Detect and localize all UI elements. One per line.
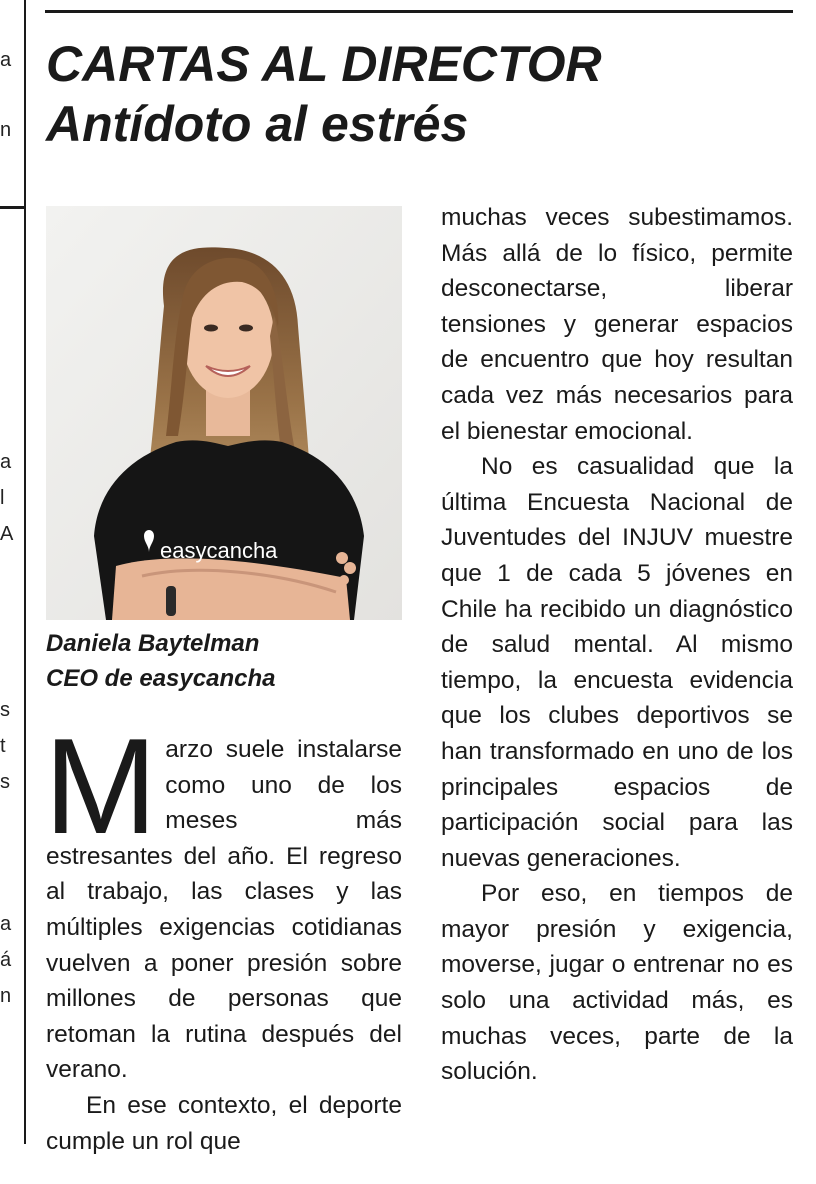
article-column-left [44,710,402,1159]
article-column-right [441,200,793,1090]
article-paragraph [44,710,402,1088]
shirt-brand-text: easycancha [160,538,278,563]
margin-letter: A [0,523,14,545]
margin-letter: á [0,949,12,971]
top-rule [45,10,793,13]
article-paragraph: muchas veces subestimamos. Más allá de lo físico, permite desconectarse, liberar tensiones y generar espacios de encuentro que hoy resultan cada vez más necesarios para el bienestar emocional. [441,204,793,445]
adjacent-column-fragment [0,0,26,1184]
article-paragraph: Por eso, en tiempos de mayor presión y exigencia, moverse, jugar o entrenar no es solo una actividad más, es muchas veces, parte de la solución. [441,880,793,1086]
margin-letter: t [0,735,6,757]
author-caption [46,626,406,696]
margin-letter: a [0,49,12,71]
portrait-illustration [46,206,402,620]
author-role: CEO de easycancha [46,665,276,692]
headline-block [46,34,806,154]
margin-letter: n [0,119,12,141]
author-photo [46,206,402,620]
article-paragraph: En ese contexto, el deporte cumple un rol que [46,1091,402,1155]
margin-letter: n [0,985,12,1007]
article-paragraph: No es casualidad que la última Encuesta Nacional de Juventudes del INJUV muestre que 1 de cada 5 jóvenes en Chile ha recibido un diagnóstico de salud mental. Al mismo tiempo, la encuesta evidencia que los clubes deportivos se han transformado en uno de los principales espacios de participación social para las nuevas generaciones. [441,453,793,872]
author-name: Daniela Baytelman [46,630,260,657]
column-divider [24,0,26,1144]
headline: Antídoto al estrés [46,96,469,152]
margin-letter: a [0,451,12,473]
margin-letter: a [0,913,12,935]
margin-letter: s [0,699,10,721]
drop-cap: M [44,710,158,862]
divider-tick [0,206,24,209]
margin-letter: l [0,487,5,509]
paragraph-text: arzo suele instalarse como uno de los meses más estresantes del año. El regreso al trabajo, las clases y las múltiples exigencias cotidianas vuelven a poner presión sobre millones de personas que retoman la rutina después del verano. [46,736,402,1084]
section-title: CARTAS AL DIRECTOR [46,36,602,92]
margin-letter: s [0,771,10,793]
